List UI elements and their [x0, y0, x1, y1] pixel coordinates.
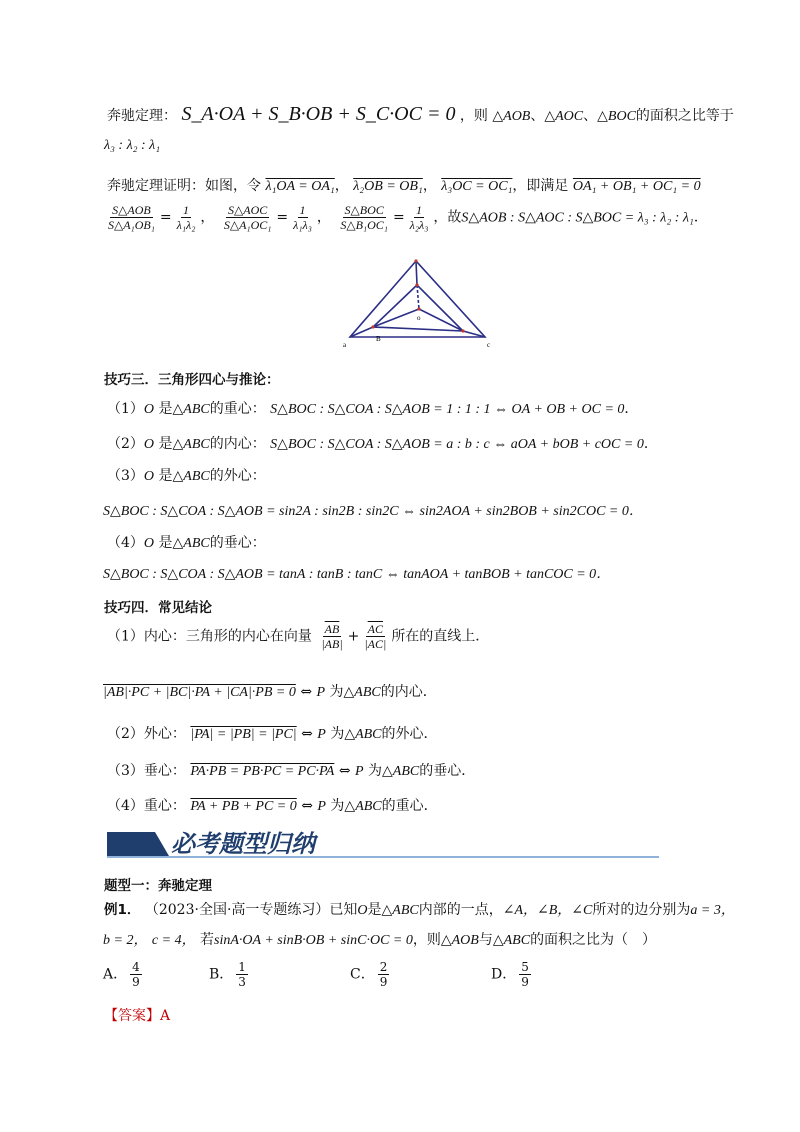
tip4-ortho-end: 的垂心．	[419, 763, 476, 779]
example-b-val: b = 2，	[103, 933, 148, 948]
example-line-2	[103, 929, 656, 949]
option-c[interactable]	[350, 960, 392, 989]
answer-label: 【答案】	[104, 1008, 160, 1024]
answer-value: A	[160, 1008, 171, 1024]
tip3-item-2-tri: △ABC	[172, 437, 210, 452]
tip3-item-1: （1）O 是△ABC的重心： S△BOC : S△COA : S△AOB = 1 : 1 : 1 ⇔ OA + OB + OC = 0．	[107, 401, 639, 417]
segment-o-c	[419, 309, 463, 331]
example-line-1	[104, 898, 735, 919]
tip4-centroid-line	[107, 795, 438, 815]
frac2-num: S△AOC	[228, 203, 268, 217]
option-d-num: 5	[521, 960, 529, 974]
proof-frac-1-rhs	[175, 203, 198, 232]
proof-eq-3: λ₃OC = OC₁	[441, 179, 513, 194]
tip3-item-1-formula: S△BOC : S△COA : S△AOB = 1 : 1 : 1 ⇔ OA + OB + OC = 0	[270, 402, 625, 417]
proof-sum: OA₁ + OB₁ + OC₁ = 0	[572, 179, 701, 194]
benchi-sep-1: 、	[530, 108, 545, 124]
tip4-ortho-p: P	[355, 764, 364, 779]
tip3-item-1-o: O	[143, 402, 155, 417]
point-a1	[415, 283, 418, 286]
proof-frac-3	[338, 203, 390, 232]
benchi-tri-boc: △BOC	[597, 109, 636, 124]
tip4-incenter-line: （1）内心：三角形的内心在向量 $\frac{\overline{AB}}{|AB|}$ + $\frac{\overline{AC}}{|AC|}$ 所在的直线上．	[107, 622, 490, 651]
benchi-conclusion-prefix: ，则	[459, 108, 488, 124]
answer-line	[104, 1005, 170, 1025]
frac1-num: S△AOB	[112, 203, 151, 217]
outer-triangle	[350, 261, 485, 337]
tip3-item-2-formula: S△BOC : S△COA : S△AOB = a : b : c ⇔ aOA + bOB + cOC = 0	[270, 437, 644, 452]
type1-title: 题型一：奔驰定理	[104, 878, 212, 894]
option-b-letter: B．	[209, 966, 234, 983]
label-o: o	[417, 314, 421, 322]
tip4-incenter-eq-line	[103, 681, 437, 701]
tip4-ortho-label: （3）垂心：	[107, 763, 186, 779]
proof-therefore: ，故	[433, 209, 462, 226]
tip4-ortho-eq: PA·PB = PB·PC = PC·PA	[190, 764, 335, 779]
tip4-centroid-end: 的重心．	[381, 798, 438, 814]
example-if: 若	[200, 932, 215, 948]
tip4-incenter-eq: |AB|·PC + |BC|·PA + |CA|·PB = 0	[103, 685, 296, 700]
tip3-item-1-kind: 的重心：	[209, 401, 266, 417]
tip4-circum-end: 的外心．	[381, 726, 438, 742]
proof-frac-1	[106, 203, 157, 232]
proof-line-2: $\frac{\text{S△AOB}}{\text{S△A₁OB₁}}$ = $\frac{1}{\text{λ₁λ₂}}$ ， $\frac{\text{S△AOC}}{\text{S△A₁OC₁}}$ = $\frac{1}{\text{λ₁λ₃}}$ ， $\frac{\text{S△BOC}}{\text{S△B₁OC₁}}$ = $\frac{1}{\text{λ₂λ₃}}$ ，故S△AOB : S△AOC : S△BOC = λ₃ : λ₂ : λ₁．	[108, 203, 708, 232]
tip3-item-2: （2）O 是△ABC的内心： S△BOC : S△COA : S△AOB = a : b : c ⇔ aOA + bOB + cOC = 0．	[107, 436, 658, 452]
example-is: 是	[367, 902, 382, 918]
option-a-den: 9	[132, 975, 140, 989]
example-c-val: c = 4，	[151, 933, 196, 948]
example-a-val: a = 3，	[690, 903, 735, 918]
option-b[interactable]	[209, 960, 251, 989]
tip4-ortho-line	[107, 760, 475, 780]
proof-frac-2	[222, 203, 274, 232]
tip4-circum-is: 为	[330, 726, 345, 742]
tip4-centroid-iff: ⇔	[301, 798, 313, 814]
benchi-theorem-line	[107, 103, 734, 126]
tip4-incenter-tri: △ABC	[343, 685, 381, 700]
frac1-rhs-num: 1	[183, 203, 190, 217]
example-tri: △ABC	[381, 903, 419, 918]
tip3-item-3	[107, 465, 266, 485]
proof-eq-2: λ₂OB = OB₁	[353, 179, 423, 194]
benchi-sep-2: 、	[583, 108, 598, 124]
tip3-title: 技巧三．三角形四心与推论：	[104, 372, 280, 388]
point-b1	[371, 325, 374, 328]
tip3-item-1-tri: △ABC	[172, 402, 210, 417]
example-with: 与	[478, 932, 493, 948]
label-a: a	[343, 341, 347, 349]
frac2-den: S△A₁OC₁	[223, 218, 272, 232]
proof-eq-1: λ₁OA = OA₁	[265, 179, 335, 194]
example-tri-abc: △ABC	[492, 933, 531, 948]
tip3-item-4-tri: △ABC	[172, 536, 210, 551]
frac2-rhs-den: λ₁λ₃	[293, 218, 312, 232]
option-b-den: 3	[238, 975, 246, 989]
tip4-circum-p: P	[317, 727, 326, 742]
tip3-item-3-formula: S△BOC : S△COA : S△AOB = sin2A : sin2B : sin2C ⇔ sin2AOA + sin2BOB + sin2COC = 0．	[103, 504, 643, 519]
frac3-den: S△B₁OC₁	[340, 218, 388, 232]
example-source: （2023·全国·高一专题练习）已知	[144, 902, 358, 918]
option-b-frac	[236, 960, 248, 989]
benchi-conclusion-suffix: 的面积之比等于	[635, 108, 734, 124]
point-c1	[461, 329, 464, 332]
tip3-item-4-kind: 的垂心：	[209, 535, 266, 551]
banner-title: 必考题型归纳	[171, 830, 315, 858]
point-a	[414, 259, 417, 262]
incenter-frac-ac	[362, 622, 388, 651]
option-d-frac	[519, 960, 531, 989]
example-condition: sinA·OA + sinB·OB + sinC·OC = 0	[214, 933, 413, 948]
option-b-num: 1	[238, 960, 246, 974]
tip3-item-3-o: O	[143, 469, 155, 484]
example-inside: 内部的一点，	[418, 902, 503, 918]
incenter-frac-ab	[319, 622, 344, 651]
proof-satisfy: ，即满足	[512, 178, 569, 194]
tip4-incenter-end: 的内心．	[380, 684, 437, 700]
incenter-abs-ab: |AB|	[321, 637, 343, 651]
example-tri-aob: △AOB	[440, 933, 479, 948]
proof-label: 奔驰定理证明：如图，令	[107, 178, 261, 194]
tip4-centroid-label: （4）重心：	[107, 798, 186, 814]
tip3-item-3-kind: 的外心：	[209, 468, 266, 484]
option-c-frac	[378, 960, 390, 989]
proof-result: S△AOB : S△AOC : S△BOC = λ₃ : λ₂ : λ₁	[461, 210, 694, 226]
banner-shape	[107, 832, 169, 856]
option-a-num: 4	[132, 960, 140, 974]
tip4-centroid-p: P	[317, 799, 326, 814]
section-banner	[107, 828, 659, 860]
example-angles: ∠A，∠B，∠C	[502, 903, 593, 918]
tip4-incenter-label: （1）内心：三角形的内心在向量	[107, 628, 312, 645]
incenter-vec-ab: $\overline{AB}$	[324, 622, 340, 636]
tip4-ortho-is: 为	[368, 763, 383, 779]
tip4-ortho-tri: △ABC	[382, 764, 420, 779]
tip4-circum-label: （2）外心：	[107, 726, 186, 742]
example-then: ，则	[412, 932, 441, 948]
tip3-item-4-num: （4）	[107, 535, 144, 551]
tip4-centroid-is: 为	[330, 798, 345, 814]
frac2-rhs-num: 1	[299, 203, 306, 217]
tip3-item-1-num: （1）	[107, 401, 144, 417]
benchi-tri-aob: △AOB	[492, 109, 531, 124]
frac1-rhs-den: λ₁λ₂	[176, 218, 196, 232]
proof-frac-2-rhs	[291, 203, 314, 232]
tip3-item-3-formula-text: S△BOC : S△COA : S△AOB = sin2A : sin2B : sin2C ⇔ sin2AOA + sin2BOB + sin2COC = 0	[103, 504, 629, 519]
tip3-item-4	[107, 532, 266, 552]
incenter-abs-ac: |AC|	[364, 637, 387, 651]
proof-frac-3-rhs	[408, 203, 431, 232]
point-o	[417, 307, 420, 310]
frac3-rhs-den: λ₂λ₃	[409, 218, 429, 232]
tip4-incenter-p: P	[316, 685, 326, 700]
option-c-num: 2	[379, 960, 388, 974]
tip3-item-2-is: 是	[158, 436, 173, 452]
label-c: c	[487, 341, 491, 349]
tip3-item-4-formula: S△BOC : S△COA : S△AOB = tanA : tanB : tanC ⇔ tanAOA + tanBOB + tanCOC = 0．	[103, 567, 611, 582]
option-d[interactable]	[491, 960, 534, 989]
tip4-incenter-suffix: 所在的直线上．	[391, 628, 490, 645]
segment-o-b	[373, 309, 419, 327]
benchi-ratio: λ₃ : λ₂ : λ₁	[104, 138, 161, 153]
tip4-circum-eq: |PA| = |PB| = |PC|	[190, 727, 297, 742]
option-c-letter: C．	[350, 966, 375, 983]
tip4-ortho-iff: ⇔	[338, 763, 351, 779]
tip3-item-1-is: 是	[158, 401, 173, 417]
tip4-circum-tri: △ABC	[344, 727, 382, 742]
dashed-o-a	[417, 285, 419, 309]
option-a[interactable]	[103, 960, 145, 989]
option-a-frac	[130, 960, 142, 989]
tip4-circum-line	[107, 723, 438, 743]
tip4-title: 技巧四．常见结论	[104, 600, 212, 616]
example-o: O	[357, 903, 368, 918]
tip3-item-4-is: 是	[158, 535, 173, 551]
proof-line-1: 奔驰定理证明：如图，令 λ₁OA = OA₁， λ₂OB = OB₁， λ₃OC = OC₁，即满足 OA₁ + OB₁ + OC₁ = 0	[107, 178, 701, 194]
tip3-item-3-num: （3）	[107, 468, 144, 484]
benz-triangle-figure	[340, 255, 495, 350]
option-a-letter: A．	[103, 966, 128, 983]
tip3-item-2-num: （2）	[107, 436, 144, 452]
example-sides-text: 所对的边分别为	[592, 902, 691, 918]
tip3-item-3-tri: △ABC	[172, 469, 210, 484]
tip4-incenter-iff: ⇔	[300, 684, 313, 700]
frac1-den: S△A₁OB₁	[108, 218, 155, 232]
benchi-label: 奔驰定理：	[107, 108, 177, 124]
tip4-incenter-is: 为	[329, 684, 344, 700]
example-label: 例1．	[104, 902, 141, 918]
tip4-circum-iff: ⇔	[301, 726, 313, 742]
tip3-item-2-o: O	[143, 437, 155, 452]
example-ask: 的面积之比为（ ）	[530, 932, 657, 948]
option-d-den: 9	[521, 975, 529, 989]
option-c-den: 9	[379, 975, 388, 989]
tip4-centroid-tri: △ABC	[344, 799, 382, 814]
frac3-rhs-num: 1	[416, 203, 423, 217]
benchi-tri-aoc: △AOC	[544, 109, 584, 124]
tip3-item-4-formula-text: S△BOC : S△COA : S△AOB = tanA : tanB : tanC ⇔ tanAOA + tanBOB + tanCOC = 0	[103, 567, 597, 582]
label-b: B	[376, 335, 381, 343]
tip4-centroid-eq: PA + PB + PC = 0	[190, 799, 297, 814]
tip3-item-2-kind: 的内心：	[209, 436, 266, 452]
segment-a-a1	[416, 261, 417, 285]
frac3-num: S△BOC	[344, 203, 384, 217]
incenter-vec-ac: $\overline{AC}$	[367, 622, 384, 636]
tip3-item-4-o: O	[143, 536, 155, 551]
tip3-item-3-is: 是	[158, 468, 173, 484]
benchi-formula: S_A·OA + S_B·OB + S_C·OC = 0	[181, 103, 456, 125]
option-d-letter: D．	[491, 966, 517, 983]
